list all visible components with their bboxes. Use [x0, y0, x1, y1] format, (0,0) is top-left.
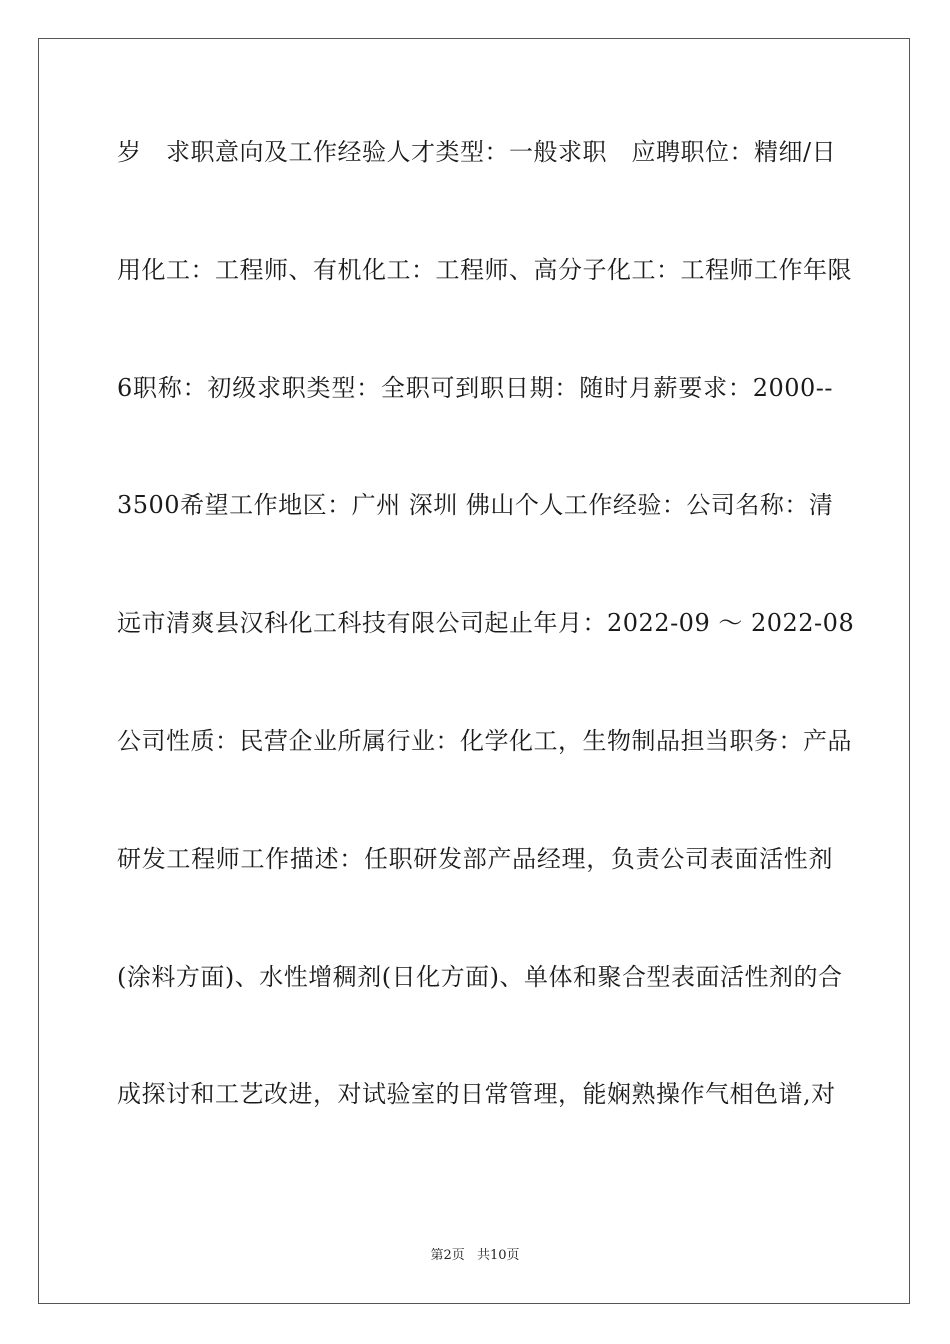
body-line: 3500希望工作地区：广州 深圳 佛山个人工作经验：公司名称：清 — [117, 491, 834, 520]
body-line: 远市清爽县汉科化工科技有限公司起止年月：2022-09 ～ 2022-08 — [117, 609, 855, 638]
page-footer — [0, 1244, 950, 1263]
body-line: 研发工程师工作描述：任职研发部产品经理，负责公司表面活性剂 — [117, 844, 833, 873]
page-number: 第2页 — [430, 1248, 465, 1263]
body-line: (涂料方面)、水性增稠剂(日化方面)、单体和聚合型表面活性剂的合 — [117, 962, 843, 991]
body-line: 用化工：工程师、有机化工：工程师、高分子化工：工程师工作年限 — [117, 255, 852, 284]
body-line: 成探讨和工艺改进，对试验室的日常管理，能娴熟操作气相色谱,对 — [117, 1080, 836, 1109]
page-total: 共10页 — [476, 1248, 520, 1263]
document-body — [117, 130, 855, 1190]
body-line: 岁 求职意向及工作经验人才类型：一般求职 应聘职位：精细/日 — [117, 138, 837, 166]
body-line: 公司性质：民营企业所属行业：化学化工，生物制品担当职务：产品 — [117, 726, 852, 755]
body-line: 6职称：初级求职类型：全职可到职日期：随时月薪要求：2000-- — [117, 373, 833, 402]
